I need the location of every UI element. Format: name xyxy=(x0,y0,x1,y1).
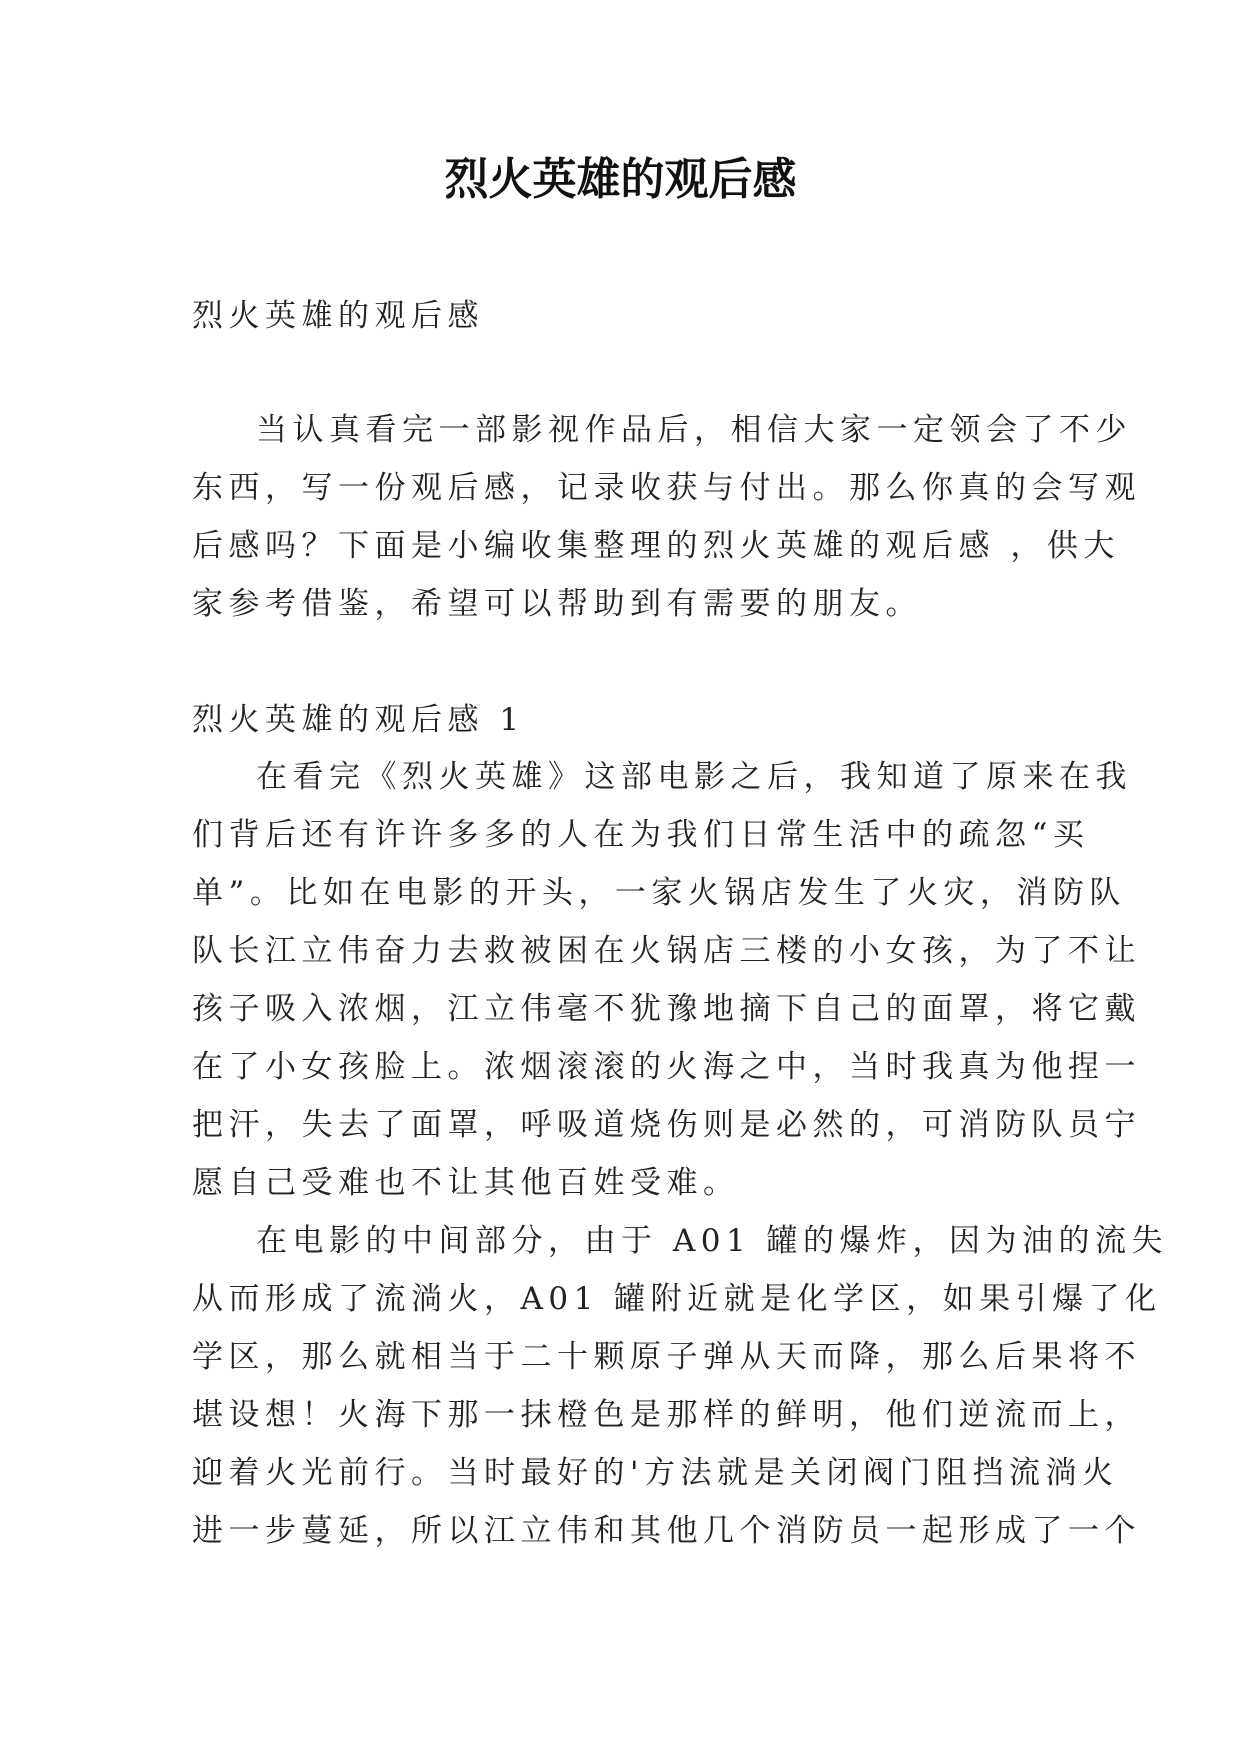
paragraph-line: 堪设想！火海下那一抹橙色是那样的鲜明，他们逆流而上， xyxy=(192,1397,1141,1433)
document-subtitle: 烈火英雄的观后感 xyxy=(192,298,484,334)
paragraph-line: 愿自己受难也不让其他百姓受难。 xyxy=(192,1165,740,1201)
paragraph-line: 队长江立伟奋力去救被困在火锅店三楼的小女孩，为了不让 xyxy=(192,933,1141,969)
paragraph-line: 从而形成了流淌火，A01 罐附近就是化学区，如果引爆了化 xyxy=(192,1281,1162,1317)
paragraph-line: 迎着火光前行。当时最好的'方法就是关闭阀门阻挡流淌火 xyxy=(192,1455,1119,1491)
paragraph-line: 在电影的中间部分，由于 A01 罐的爆炸，因为油的流失 xyxy=(256,1223,1169,1259)
paragraph-line: 学区，那么就相当于二十颗原子弹从天而降，那么后果将不 xyxy=(192,1339,1141,1375)
paragraph-line: 在看完《烈火英雄》这部电影之后，我知道了原来在我 xyxy=(256,759,1132,795)
document-title: 烈火英雄的观后感 xyxy=(444,154,797,205)
section-heading: 烈火英雄的观后感 1 xyxy=(192,702,525,738)
paragraph-line: 进一步蔓延，所以江立伟和其他几个消防员一起形成了一个 xyxy=(192,1513,1141,1549)
paragraph-line: 孩子吸入浓烟，江立伟毫不犹豫地摘下自己的面罩，将它戴 xyxy=(192,991,1141,1027)
paragraph-line: 把汗，失去了面罩，呼吸道烧伤则是必然的，可消防队员宁 xyxy=(192,1107,1141,1143)
intro-line: 家参考借鉴，希望可以帮助到有需要的朋友。 xyxy=(192,586,922,622)
paragraph-line: 们背后还有许许多多的人在为我们日常生活中的疏忽“买 xyxy=(192,817,1090,853)
intro-line: 当认真看完一部影视作品后，相信大家一定领会了不少 xyxy=(256,412,1132,448)
paragraph-line: 单”。比如在电影的开头，一家火锅店发生了火灾，消防队 xyxy=(192,875,1126,911)
intro-line: 后感吗？下面是小编收集整理的烈火英雄的观后感 ，供大 xyxy=(192,528,1120,564)
paragraph-line: 在了小女孩脸上。浓烟滚滚的火海之中，当时我真为他捏一 xyxy=(192,1049,1141,1085)
intro-line: 东西，写一份观后感，记录收获与付出。那么你真的会写观 xyxy=(192,470,1141,506)
